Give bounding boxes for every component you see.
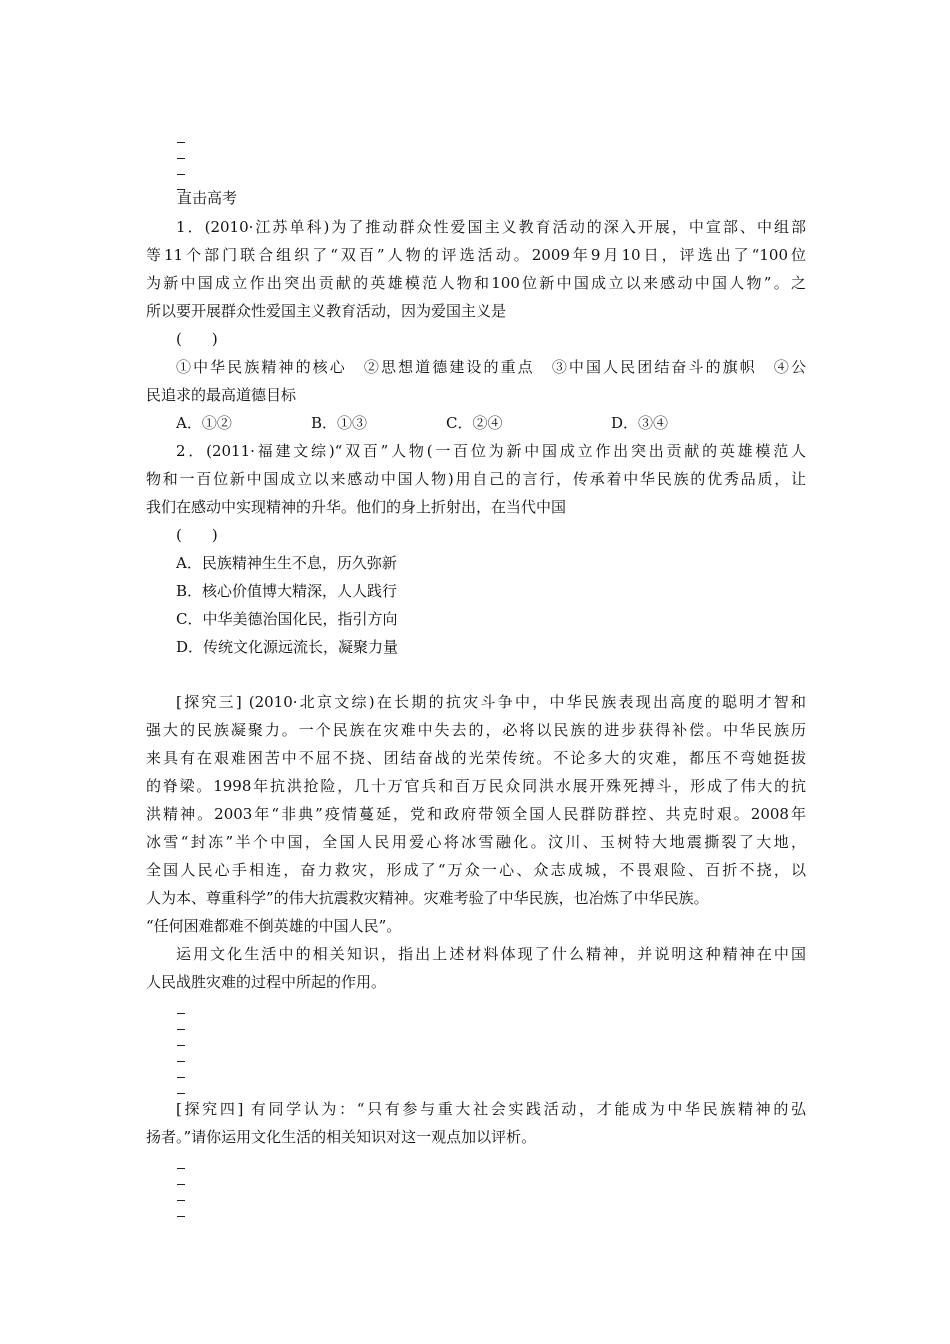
q1-option-b: B．①③: [311, 414, 368, 432]
q2-option-d: D．传统文化源远流长，凝聚力量: [176, 638, 399, 656]
explore3-line-3: 来具有在艰难困苦中不屈不挠、团结奋战的光荣传统。不论多大的灾难，都压不弯她挺拔: [146, 749, 806, 767]
explore3-question-line-2: 人民战胜灾难的过程中所起的作用。: [146, 973, 387, 991]
explore3-line-2: 强大的民族凝聚力。一个民族在灾难中失去的，必将以民族的进步获得补偿。中华民族历: [146, 721, 806, 739]
explore3-line-9: “任何困难都难不倒英雄的中国人民”。: [146, 917, 402, 935]
answer-blank-line: [177, 174, 185, 175]
explore4-line-2: 扬者。”请你运用文化生活的相关知识对这一观点加以评析。: [146, 1128, 537, 1146]
answer-blank-line: [177, 1029, 185, 1030]
answer-blank-line: [177, 158, 185, 159]
q1-stem-line-1: 1．(2010·江苏单科)为了推动群众性爱国主义教育活动的深入开展，中宣部、中组部: [176, 218, 806, 236]
answer-blank-line: [177, 1045, 185, 1046]
q1-items-line-2: 民追求的最高道德目标: [146, 386, 297, 404]
answer-blank-line: [177, 142, 185, 143]
q2-stem-line-1: 2．(2011·福建文综)“双百”人物(一百位为新中国成立作出突出贡献的英雄模范人: [176, 442, 806, 460]
answer-blank-line: [177, 1200, 185, 1201]
q2-option-c: C．中华美德治国化民，指引方向: [176, 610, 398, 628]
explore3-line-1: [探究三] (2010·北京文综)在长期的抗灾斗争中，中华民族表现出高度的聪明才智和: [176, 693, 806, 711]
answer-blank-line: [177, 1168, 185, 1169]
answer-blank-line: [177, 1061, 185, 1062]
q2-stem-line-2: 物和一百位新中国成立以来感动中国人物)用自己的言行，传承着中华民族的优秀品质，让: [146, 470, 806, 488]
section-heading: 直击高考: [177, 189, 238, 207]
q1-stem-line-4: 所以要开展群众性爱国主义教育活动，因为爱国主义是: [146, 302, 507, 320]
q2-stem-line-3: 我们在感动中实现精神的升华。他们的身上折射出，在当代中国: [146, 498, 567, 516]
explore3-question-line-1: 运用文化生活中的相关知识，指出上述材料体现了什么精神，并说明这种精神在中国: [176, 945, 806, 963]
explore3-line-4: 的脊梁。1998年抗洪抢险，几十万官兵和百万民众同洪水展开殊死搏斗，形成了伟大的抗: [146, 777, 806, 795]
answer-blank-line: [177, 1093, 185, 1094]
q1-items-line-1: ①中华民族精神的核心 ②思想道德建设的重点 ③中国人民团结奋斗的旗帜 ④公: [176, 358, 806, 376]
explore3-line-8: 人为本、尊重科学”的伟大抗震救灾精神。灾难考验了中华民族，也冶炼了中华民族。: [146, 889, 709, 907]
q1-stem-line-3: 为新中国成立作出突出贡献的英雄模范人物和100位新中国成立以来感动中国人物”。之: [146, 274, 806, 292]
answer-blank-line: [177, 1077, 185, 1078]
explore3-line-7: 全国人民心手相连，奋力救灾，形成了“万众一心、众志成城，不畏艰险、百折不挠，以: [146, 861, 806, 879]
q2-option-b: B．核心价值博大精深，人人践行: [176, 582, 398, 600]
answer-blank-line: [177, 1184, 185, 1185]
explore4-line-1: [探究四] 有同学认为：“只有参与重大社会实践活动，才能成为中华民族精神的弘: [176, 1100, 806, 1118]
answer-blank-line: [177, 1013, 185, 1014]
q1-stem-line-2: 等11个部门联合组织了“双百”人物的评选活动。2009年9月10日，评选出了“100位: [146, 246, 806, 264]
q2-option-a: A．民族精神生生不息，历久弥新: [176, 554, 397, 572]
q1-option-d: D．③④: [611, 414, 669, 432]
q1-option-a: A．①②: [176, 414, 232, 432]
explore3-line-5: 洪精神。2003年“非典”疫情蔓延，党和政府带领全国人民群防群控、共克时艰。2008年: [146, 805, 806, 823]
q2-answer-paren: ( ): [176, 526, 218, 544]
explore3-line-6: 冰雪“封冻”半个中国，全国人民用爱心将冰雪融化。汶川、玉树特大地震撕裂了大地，: [146, 833, 806, 851]
q1-answer-paren: ( ): [176, 330, 218, 348]
answer-blank-line: [177, 1216, 185, 1217]
q1-option-c: C．②④: [446, 414, 503, 432]
